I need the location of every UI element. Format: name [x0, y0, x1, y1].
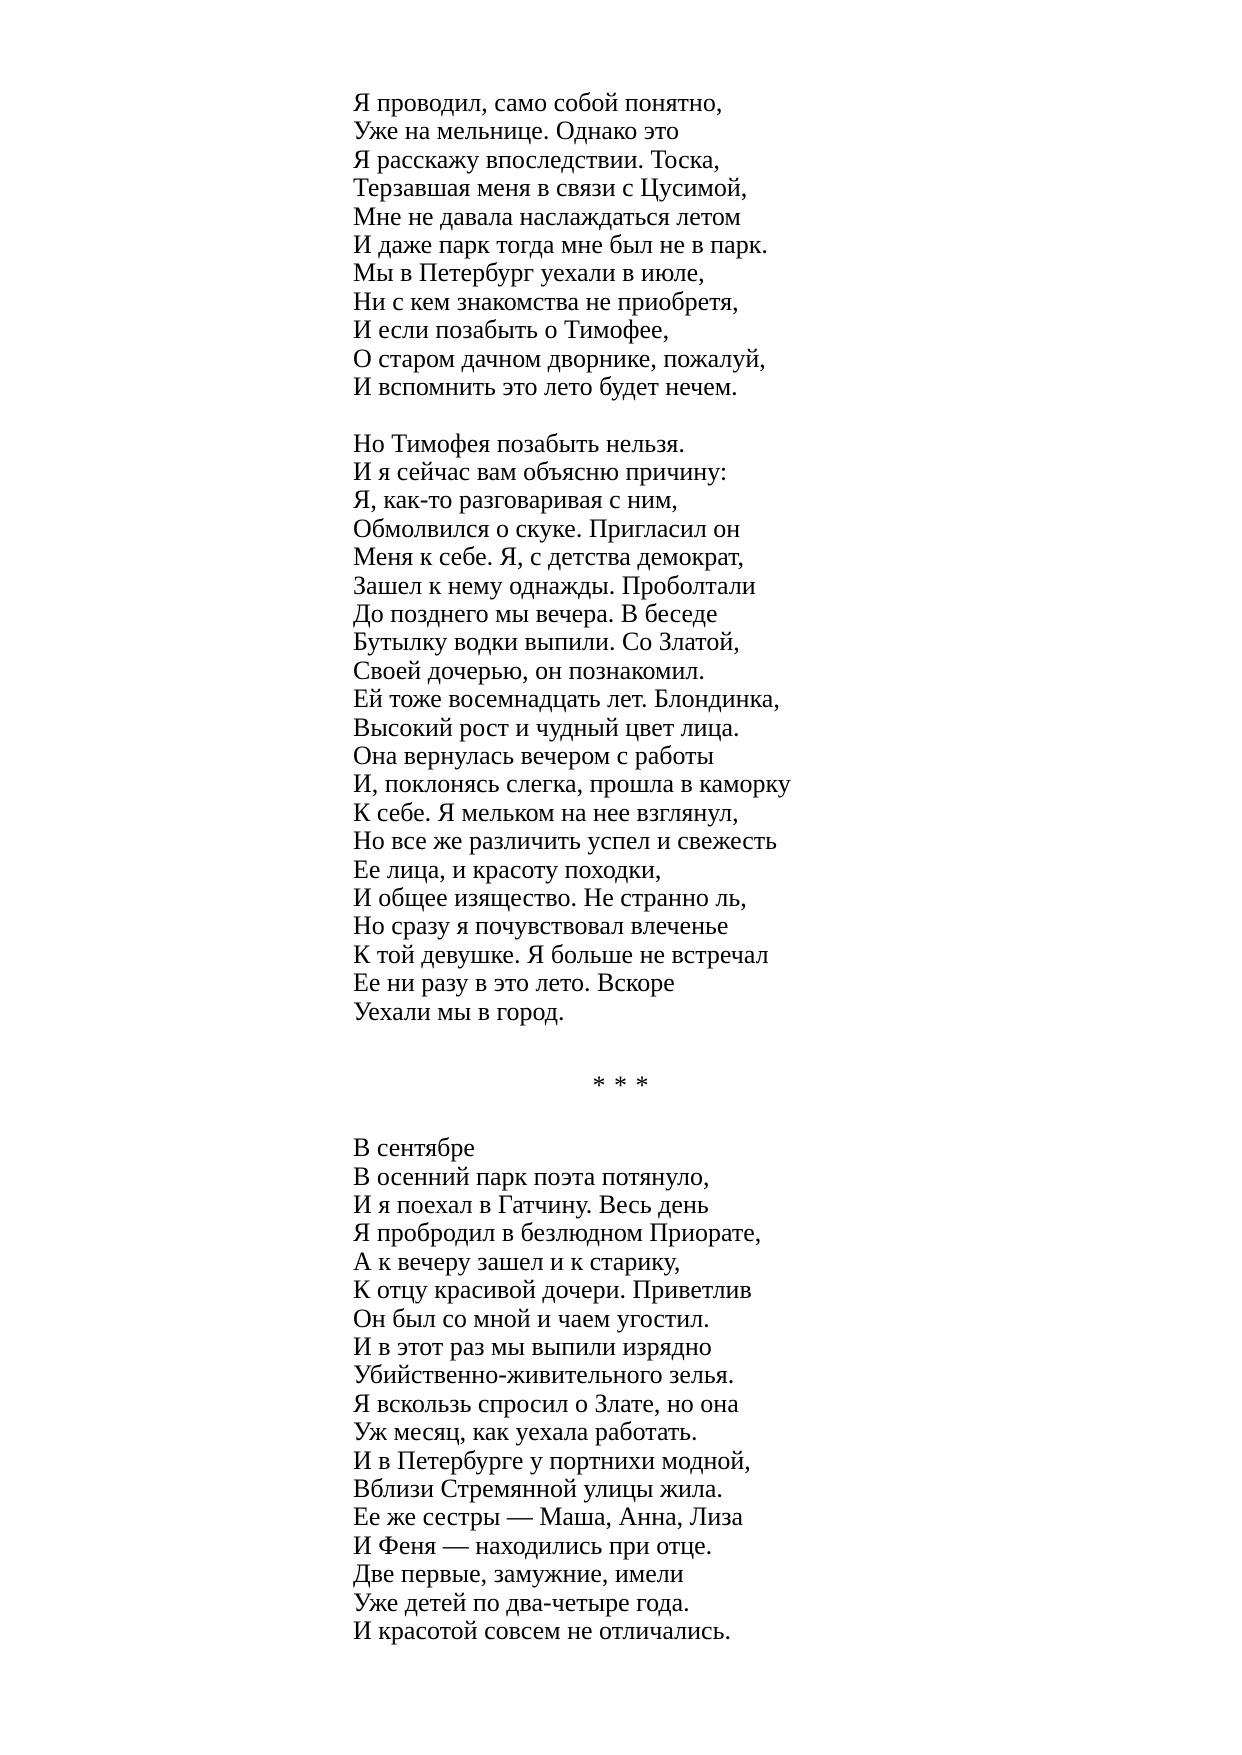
poem-line: И, поклонясь слегка, прошла в каморку: [353, 769, 791, 799]
poem-line: Своей дочерью, он познакомил.: [353, 655, 705, 685]
poem-line: В осенний парк поэта потянуло,: [353, 1161, 710, 1191]
poem-line: И я поехал в Гатчину. Весь день: [353, 1190, 709, 1220]
stanza-1: [0, 89, 1242, 401]
poem-line: К себе. Я мельком на нее взглянул,: [353, 797, 739, 827]
poem-line: И Феня — находились при отце.: [353, 1530, 713, 1560]
poem-line: Я проводил, само собой понятно,: [353, 88, 723, 117]
poem-line: Терзавшая меня в связи с Цусимой,: [353, 173, 748, 203]
stanza-3: [0, 1134, 1242, 1645]
poem-line: Две первые, замужние, имели: [353, 1559, 684, 1589]
poem-line: К той девушке. Я больше не встречал: [353, 939, 769, 969]
poem-line: И общее изящество. Не странно ль,: [353, 882, 747, 912]
poem-line: Меня к себе. Я, с детства демократ,: [353, 542, 744, 572]
poem-line: Она вернулась вечером с работы: [353, 740, 714, 770]
poem-line: Уж месяц, как уехала работать.: [353, 1417, 698, 1447]
stanza-2: [0, 430, 1242, 1026]
poem-line: До позднего мы вечера. В беседе: [353, 599, 718, 629]
poem-line: Зашел к нему однажды. Проболтали: [353, 570, 756, 600]
poem-line: Но сразу я почувствовал влеченье: [353, 911, 729, 941]
poem-line: К отцу красивой дочери. Приветлив: [353, 1275, 752, 1305]
poem-line: Ее лица, и красоту походки,: [353, 854, 662, 884]
poem-line: Я, как-то разговаривая с ним,: [353, 485, 678, 515]
poem-line: И в Петербурге у портнихи модной,: [353, 1445, 751, 1475]
poem-line: Я вскользь спросил о Злате, но она: [353, 1388, 739, 1418]
poem-line: Уже на мельнице. Однако это: [353, 116, 679, 146]
poem-line: А к вечеру зашел и к старику,: [353, 1246, 681, 1276]
poem-line: Ее ни разу в это лето. Вскоре: [353, 968, 675, 998]
poem-line: Я пробродил в безлюдном Приорате,: [353, 1218, 762, 1248]
poem-line: Ни с кем знакомства не приобретя,: [353, 286, 739, 316]
poem-text: [0, 89, 1242, 1645]
poem-line: Обмолвился о скуке. Пригласил он: [353, 513, 741, 543]
poem-line: Уже детей по два-четыре года.: [353, 1587, 690, 1617]
poem-line: Ее же сестры — Маша, Анна, Лиза: [353, 1502, 744, 1532]
poem-line: И даже парк тогда мне был не в парк.: [353, 229, 768, 259]
poem-line: О старом дачном дворнике, пожалуй,: [353, 343, 766, 373]
poem-line: Но все же различить успел и свежесть: [353, 826, 778, 856]
poem-line: Вблизи Стремянной улицы жила.: [353, 1473, 723, 1503]
poem-line: Мне не давала наслаждаться летом: [353, 201, 741, 231]
poem-line: Он был со мной и чаем угостил.: [353, 1303, 710, 1333]
poem-line: Бутылку водки выпили. Со Златой,: [353, 627, 740, 657]
section-divider: * * *: [592, 1070, 650, 1100]
poem-line: И в этот раз мы выпили изрядно: [353, 1332, 712, 1362]
poem-line: Я расскажу впоследствии. Тоска,: [353, 144, 720, 174]
poem-line: Убийственно-живительного зелья.: [353, 1360, 735, 1390]
poem-line: В сентябре: [353, 1133, 475, 1163]
poem-line: Мы в Петербург уехали в июле,: [353, 258, 705, 288]
poem-line: Но Тимофея позабыть нельзя.: [353, 428, 685, 458]
poem-line: И если позабыть о Тимофее,: [353, 315, 670, 345]
poem-line: Высокий рост и чудный цвет лица.: [353, 712, 740, 742]
poem-line: Уехали мы в город.: [353, 996, 565, 1026]
poem-line: Ей тоже восемнадцать лет. Блондинка,: [353, 684, 780, 714]
poem-line: И красотой совсем не отличались.: [353, 1615, 731, 1645]
poem-line: И я сейчас вам объясню причину:: [353, 457, 728, 487]
poem-line: И вспомнить это лето будет нечем.: [353, 371, 738, 401]
